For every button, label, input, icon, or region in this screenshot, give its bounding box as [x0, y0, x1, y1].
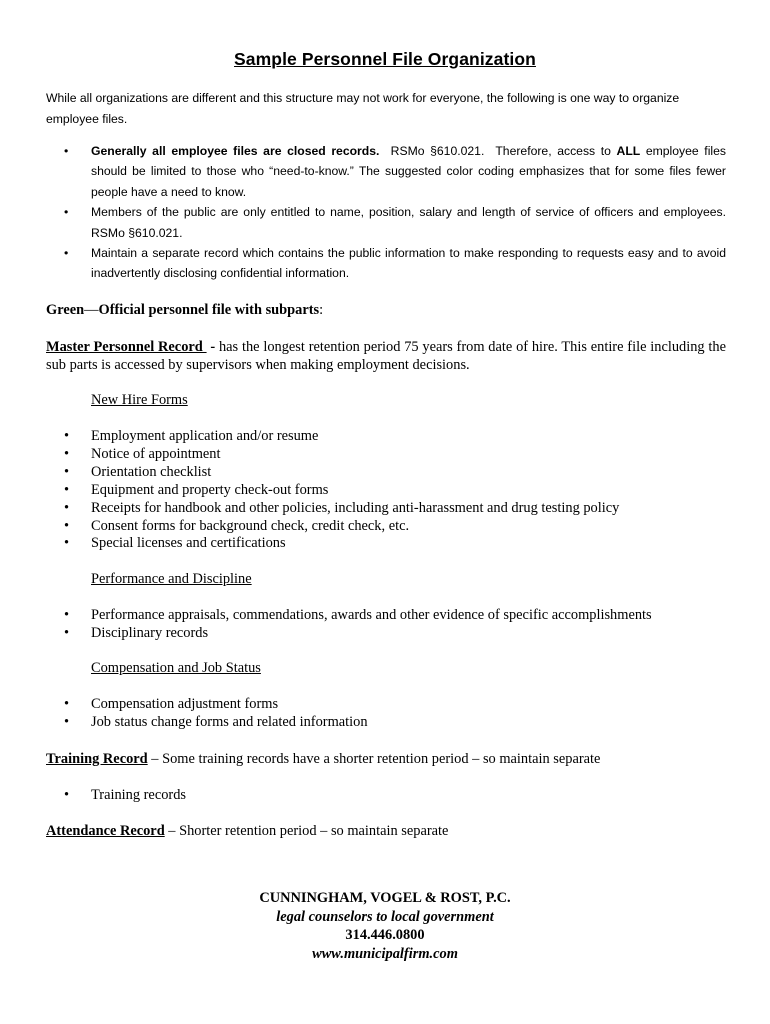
em-dash: —	[84, 302, 99, 318]
attendance-record-text: – Shorter retention period – so maintain separate	[164, 823, 449, 839]
compensation-list	[46, 696, 726, 732]
list-item	[46, 518, 726, 536]
firm-tagline: legal counselors to local government	[276, 908, 494, 925]
list-item	[46, 625, 726, 643]
list-item-text: Members of the public are only entitled to name, position, salary and length of service of officers and employees. RSMo §610.021.	[91, 205, 726, 240]
list-item-text: Special licenses and certifications	[91, 535, 286, 552]
training-record-line	[46, 750, 726, 768]
list-item	[46, 464, 726, 482]
list-item-text: Performance appraisals, commendations, awards and other evidence of specific accomplishments	[91, 607, 652, 623]
list-item-text: Maintain a separate record which contains the public information to make responding to requests easy and to avoid inadvertently disclosing confidential information.	[91, 246, 726, 281]
list-item-text: employee files should be limited to those who “need-to-know.” The suggested color coding emphasizes that for some files fewer people have a need to know.	[91, 144, 726, 199]
bullet-icon: •	[64, 428, 70, 444]
list-item	[46, 535, 726, 553]
attendance-record-line	[46, 822, 726, 840]
list-item	[46, 787, 726, 805]
bullet-icon: •	[64, 144, 69, 158]
firm-name: CUNNINGHAM, VOGEL & ROST, P.C.	[259, 890, 511, 906]
compensation-heading: Compensation and Job Status	[91, 660, 261, 676]
bullet-icon: •	[64, 624, 70, 641]
green-label: Green	[46, 302, 85, 318]
list-item	[46, 696, 726, 714]
list-item	[46, 202, 726, 243]
attendance-record-label: Attendance Record	[46, 823, 165, 839]
intro-paragraph: While all organizations are different and this structure may not work for everyone, the following is one way to organize employee files.	[46, 91, 680, 126]
master-record-dash: -	[206, 339, 219, 355]
list-item-text: Disciplinary records	[91, 624, 209, 641]
master-record-text: has the longest retention period 75 years from date of hire. This entire file including the sub parts is accessed by supervisors when making employment decisions.	[46, 339, 726, 373]
bullet-icon: •	[64, 463, 70, 480]
bullet-icon: •	[64, 713, 70, 730]
list-item-text: Compensation adjustment forms	[91, 696, 279, 712]
performance-list	[46, 607, 726, 643]
new-hire-heading: New Hire Forms	[91, 392, 188, 408]
training-record-text: – Some training records have a shorter retention period – so maintain separate	[147, 751, 601, 767]
list-item-text: Notice of appointment	[91, 445, 221, 462]
list-item	[46, 243, 726, 284]
list-item	[46, 607, 726, 625]
bullet-icon: •	[64, 205, 69, 220]
firm-website: www.municipalfirm.com	[312, 945, 458, 962]
bullet-icon: •	[64, 535, 70, 552]
list-item-text: RSMo §610.021. Therefore, access to	[379, 144, 617, 158]
bullet-icon: •	[64, 246, 69, 261]
performance-heading: Performance and Discipline	[91, 571, 252, 587]
green-file-heading	[46, 301, 726, 319]
list-item	[46, 482, 726, 500]
list-item-text: Job status change forms and related information	[91, 713, 368, 730]
list-item-text: Receipts for handbook and other policies, including anti-harassment and drug testing policy	[91, 499, 620, 516]
bullet-icon: •	[64, 787, 70, 803]
firm-footer	[0, 889, 770, 963]
bullet-icon: •	[64, 499, 70, 516]
list-item	[46, 714, 726, 732]
bullet-icon: •	[64, 481, 70, 498]
list-item-text: Orientation checklist	[91, 463, 212, 480]
list-item	[46, 428, 726, 446]
list-item	[46, 446, 726, 464]
master-record-paragraph	[46, 338, 726, 374]
new-hire-list	[46, 428, 726, 553]
bullet-icon: •	[64, 445, 70, 462]
firm-phone: 314.446.0800	[345, 927, 425, 943]
training-list	[46, 787, 726, 805]
list-item	[46, 500, 726, 518]
bullet-icon: •	[64, 517, 70, 534]
list-item-text: Employment application and/or resume	[91, 428, 319, 444]
document-title: Sample Personnel File Organization	[234, 49, 536, 69]
master-record-label: Master Personnel Record	[46, 339, 207, 355]
colon: :	[319, 302, 324, 318]
list-item	[46, 141, 726, 202]
bullet-icon: •	[64, 607, 70, 623]
list-item-text: Consent forms for background check, credit check, etc.	[91, 517, 410, 534]
list-item-text: Training records	[91, 787, 186, 803]
training-record-label: Training Record	[46, 751, 148, 767]
list-item-text: Equipment and property check-out forms	[91, 481, 329, 498]
official-file-label: Official personnel file with subparts	[98, 302, 320, 318]
intro-bullet-list	[46, 141, 726, 284]
bullet-icon: •	[64, 696, 70, 712]
closed-records-statement: Generally all employee files are closed records.	[91, 144, 380, 158]
emphasis-all: ALL	[616, 144, 641, 158]
